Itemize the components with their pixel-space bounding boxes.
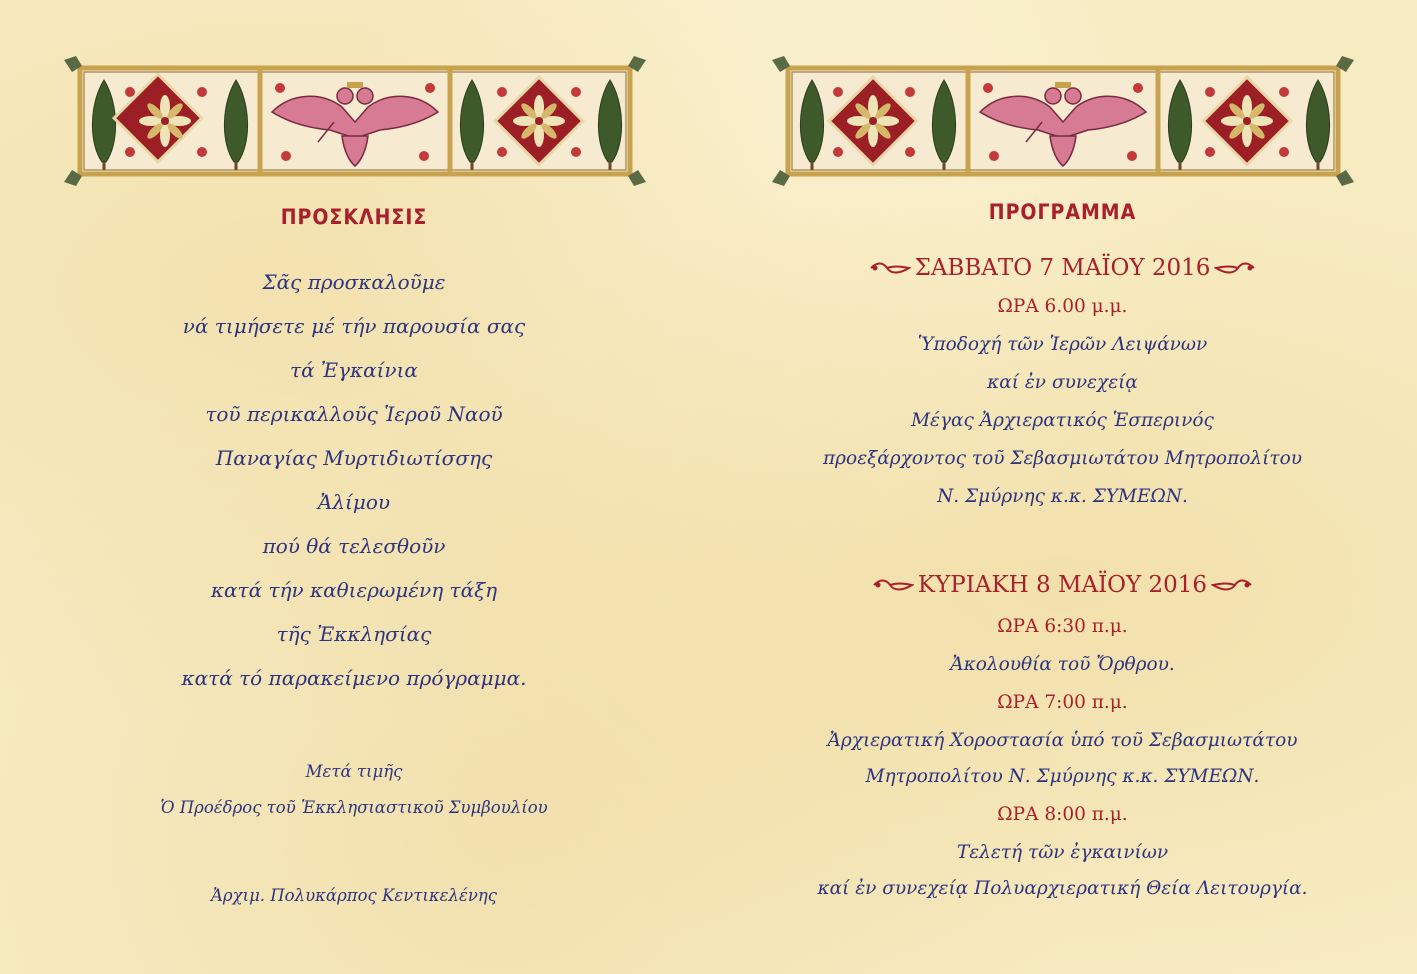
day1-line: Ν. Σμύρνης κ.κ. ΣΥΜΕΩΝ. bbox=[937, 486, 1188, 507]
day1-line: Μέγας Ἀρχιερατικός Ἑσπερινός bbox=[911, 410, 1214, 431]
day2-date: ΚΥΡΙΑΚΗ 8 ΜΑΪΟΥ 2016 bbox=[917, 572, 1208, 598]
invitation-line: κατά τό παρακείμενο πρόγραμμα. bbox=[181, 666, 527, 690]
invitation-line: τῆς Ἐκκλησίας bbox=[276, 622, 432, 646]
day1-time: ΩΡΑ 6.00 μ.μ. bbox=[997, 296, 1128, 317]
day1-line: καί ἐν συνεχείᾳ bbox=[987, 372, 1138, 393]
program-page bbox=[708, 0, 1417, 974]
day1-line: Ὑποδοχή τῶν Ἱερῶν Λειψάνων bbox=[917, 334, 1208, 355]
invitation-line: τοῦ περικαλλοῦς Ἱεροῦ Ναοῦ bbox=[205, 402, 503, 426]
day2-time3: ΩΡΑ 8:00 π.μ. bbox=[997, 804, 1128, 825]
invitation-line: κατά τήν καθιερωμένη τάξη bbox=[210, 578, 498, 602]
signatory-name: Ἀρχιμ. Πολυκάρπος Κεντικελένης bbox=[211, 886, 497, 905]
scroll-flourish-icon bbox=[1214, 260, 1256, 276]
signatory-title: Ὁ Προέδρος τοῦ Ἐκκλησιαστικοῦ Συμβουλίου bbox=[160, 798, 548, 817]
day2-line: Ἀκολουθία τοῦ Ὄρθρου. bbox=[950, 654, 1175, 675]
closing-text: Μετά τιμῆς bbox=[305, 762, 403, 781]
scroll-flourish-icon bbox=[1211, 577, 1253, 593]
invitation-line: τά Ἐγκαίνια bbox=[290, 358, 418, 382]
invitation-line: πού θά τελεσθοῦν bbox=[262, 534, 446, 558]
day2-time2: ΩΡΑ 7:00 π.μ. bbox=[997, 692, 1128, 713]
invitation-line: Ἀλίμου bbox=[317, 490, 391, 514]
byzantine-headpiece-banner bbox=[62, 52, 648, 190]
invitation-line: νά τιμήσετε μέ τήν παρουσία σας bbox=[182, 314, 526, 338]
scroll-flourish-icon bbox=[869, 260, 911, 276]
invitation-line: Σᾶς προσκαλοῦμε bbox=[262, 270, 446, 294]
program-title: ΠΡΟΓΡΑΜΜΑ bbox=[988, 200, 1137, 224]
day1-header bbox=[708, 255, 1417, 281]
invitation-page bbox=[0, 0, 708, 974]
day2-line: Τελετή τῶν ἐγκαινίων bbox=[956, 842, 1169, 863]
day1-date: ΣΑΒΒΑΤΟ 7 ΜΑΪΟΥ 2016 bbox=[914, 255, 1211, 281]
day2-line: Μητροπολίτου Ν. Σμύρνης κ.κ. ΣΥΜΕΩΝ. bbox=[865, 766, 1260, 787]
invitation-title: ΠΡΟΣΚΛΗΣΙΣ bbox=[280, 205, 428, 229]
day2-line: καί ἐν συνεχείᾳ Πολυαρχιερατική Θεία Λειτουργία. bbox=[817, 878, 1308, 899]
day2-line: Ἀρχιερατική Χοροστασία ὑπό τοῦ Σεβασμιωτάτου bbox=[827, 730, 1298, 751]
byzantine-headpiece-banner bbox=[770, 52, 1356, 190]
invitation-line: Παναγίας Μυρτιδιωτίσσης bbox=[215, 446, 493, 470]
day2-header bbox=[708, 572, 1417, 598]
scroll-flourish-icon bbox=[872, 577, 914, 593]
day1-line: προεξάρχοντος τοῦ Σεβασμιωτάτου Μητροπολίτου bbox=[823, 448, 1302, 469]
day2-time1: ΩΡΑ 6:30 π.μ. bbox=[997, 616, 1128, 637]
